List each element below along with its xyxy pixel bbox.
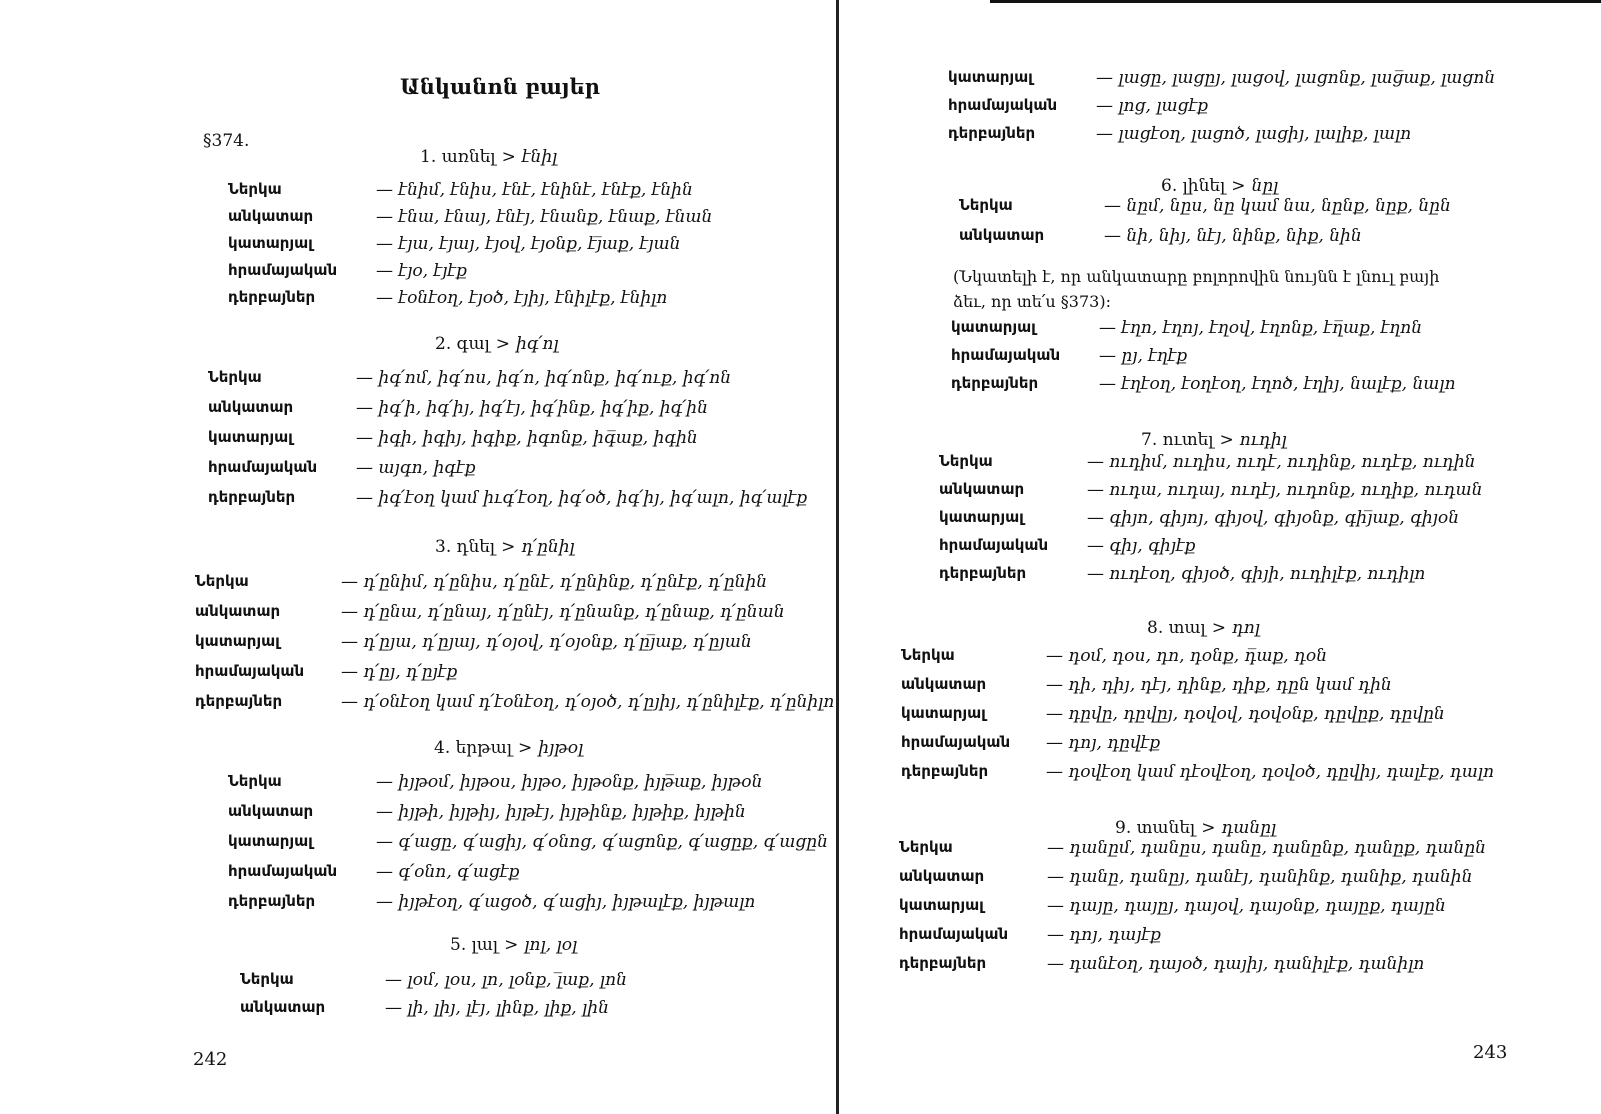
conjugation-forms: — դանը, դանըյ, դանէյ, դանինք, դանիք, դանին: [1047, 867, 1473, 887]
conjugation-forms: — իգի, իգիյ, իգիք, իգոնք, իգ̅աք, իգին: [356, 428, 698, 448]
tense-label: Ներկա: [899, 838, 953, 856]
book-spine: [836, 0, 839, 1114]
verb-infinitive: 4. երթալ: [434, 738, 512, 758]
conjugation-forms: — լացէօղ, լացոծ, լացիյ, լալիք, լալո: [1096, 124, 1412, 144]
conjugation-forms: — գ՛ացը, գ՛ացիյ, գ՛օնոց, գ՛ացոնք, գ՛ացըք, գ՛ացըն: [376, 832, 828, 852]
tense-label: հրամայական: [228, 261, 338, 279]
conjugation-forms: — նըմ, նըս, նը կամ նա, նընք, նըք, նըն: [1104, 196, 1451, 216]
tense-label: կատարյալ: [228, 832, 313, 850]
tense-label: հրամայական: [195, 662, 305, 680]
tense-label: դերբայներ: [899, 954, 987, 972]
verb-dialect-form: իյթօլ: [538, 738, 584, 758]
conjugation-forms: — նի, նիյ, նէյ, նինք, նիք, նին: [1104, 226, 1362, 246]
verb-dialect-form: դանըլ: [1221, 818, 1277, 838]
conjugation-forms: — դօվէօղ կամ դէօվէօղ, դօվօծ, դըվիյ, դալէք, դալո: [1046, 762, 1495, 782]
tense-label: անկատար: [228, 802, 314, 820]
verb-heading: [450, 935, 577, 955]
conjugation-forms: — դ՛ըյ, դ՛ըյէք: [341, 662, 458, 682]
arrow-symbol: >: [501, 537, 516, 557]
tense-label: անկատար: [899, 867, 985, 885]
conjugation-forms: — դօմ, դօս, դո, դօնք, դ̅աք, դօն: [1046, 646, 1328, 666]
conjugation-forms: — էնա, էնայ, էնէյ, էնանք, էնաք, էնան: [376, 207, 713, 227]
verb-heading: [1141, 430, 1287, 450]
conjugation-forms: — էյօ, էյէք: [376, 261, 467, 281]
tense-label: անկատար: [195, 602, 281, 620]
tense-label: կատարյալ: [899, 896, 984, 914]
tense-label: դերբայներ: [951, 374, 1039, 392]
tense-label: անկատար: [228, 207, 314, 225]
tense-label: դերբայներ: [228, 892, 316, 910]
tense-label: անկատար: [959, 226, 1045, 244]
verb-infinitive: 6. լինել: [1161, 176, 1226, 196]
verb-infinitive: 3. դնել: [435, 537, 496, 557]
verb-dialect-form: ուդիլ: [1239, 430, 1287, 450]
tense-label: անկատար: [901, 675, 987, 693]
conjugation-forms: — իգ՛ոմ, իգ՛ոս, իգ՛ո, իգ՛ոնք, իգ՛ուք, իգ՛ոն: [356, 368, 732, 388]
tense-label: դերբայներ: [195, 692, 283, 710]
conjugation-forms: — էղո, էղոյ, էղօվ, էղոնք, էղ̅աք, էղոն: [1099, 318, 1423, 338]
tense-label: Ներկա: [959, 196, 1013, 214]
conjugation-forms: — դայը, դայըյ, դայօվ, դայօնք, դայըք, դայըն: [1047, 896, 1446, 916]
verb-dialect-form: լոլ, լօլ: [524, 935, 578, 955]
conjugation-forms: — դանէօղ, դայօծ, դայիյ, դանիլէք, դանիլո: [1047, 954, 1425, 974]
conjugation-forms: — լացը, լացըյ, լացօվ, լացոնք, լաց̅աք, լացոն: [1096, 68, 1496, 88]
conjugation-forms: — գ՛օնո, գ՛ացէք: [376, 862, 520, 882]
conjugation-forms: — դ՛օնէօղ կամ դ՛էօնէօղ, դ՛օյօծ, դ՛ըյիյ, դ՛ընիլէք, դ՛ընիլո: [341, 692, 835, 712]
page-title: Անկանոն բայեր: [400, 74, 600, 99]
tense-label: կատարյալ: [195, 632, 280, 650]
verb-dialect-form: դոլ: [1232, 618, 1261, 638]
verb-infinitive: 7. ուտել: [1141, 430, 1214, 450]
conjugation-forms: — ուդա, ուդայ, ուդէյ, ուդոնք, ուդիք, ուդան: [1087, 480, 1483, 500]
page-number-right: 243: [1473, 1042, 1508, 1063]
conjugation-forms: — ուդիմ, ուդիս, ուդէ, ուդինք, ուդէք, ուդին: [1087, 452, 1476, 472]
verb-heading: [1161, 176, 1278, 196]
verb-heading: [420, 147, 557, 167]
conjugation-forms: — դ՛ընիմ, դ՛ընիս, դ՛ընէ, դ՛ընինք, դ՛ընէք, դ՛ընին: [341, 572, 768, 592]
arrow-symbol: >: [1211, 618, 1226, 638]
tense-label: դերբայներ: [208, 488, 296, 506]
conjugation-forms: — ուդէօղ, գիյօծ, գիյի, ուդիլէք, ուդիլո: [1087, 564, 1426, 584]
tense-label: կատարյալ: [948, 68, 1033, 86]
conjugation-forms: — դ՛ընա, դ՛ընայ, դ՛ընէյ, դ՛ընանք, դ՛ընաք, դ՛ընան: [341, 602, 785, 622]
tense-label: Ներկա: [240, 970, 294, 988]
conjugation-forms: — իգ՛էօղ կամ իւգ՛էօղ, իգ՛օծ, իգ՛իյ, իգ՛ալո, իգ՛ալէք: [356, 488, 808, 508]
arrow-symbol: >: [501, 147, 516, 167]
paragraph-number: §374.: [203, 131, 250, 151]
verb-infinitive: 1. առնել: [420, 147, 496, 167]
verb-heading: [1147, 618, 1260, 638]
verb-dialect-form: էնիլ: [521, 147, 558, 167]
conjugation-forms: — լի, լիյ, լէյ, լինք, լիք, լին: [385, 998, 609, 1018]
conjugation-forms: — իյթէօղ, գ՛ացօծ, գ՛ացիյ, իյթալէք, իյթալո: [376, 892, 756, 912]
tense-label: հրամայական: [939, 536, 1049, 554]
conjugation-forms: — իգ՛ի, իգ՛իյ, իգ՛էյ, իգ՛ինք, իգ՛իք, իգ՛ին: [356, 398, 708, 418]
conjugation-forms: — էյա, էյայ, էյօվ, էյօնք, էյ̅աք, էյան: [376, 234, 681, 254]
tense-label: Ներկա: [228, 772, 282, 790]
tense-label: կատարյալ: [939, 508, 1024, 526]
conjugation-forms: — էնիմ, էնիս, էնէ, էնինէ, էնէք, էնին: [376, 180, 693, 200]
tense-label: Ներկա: [195, 572, 249, 590]
verb-heading: [435, 537, 575, 557]
conjugation-forms: — էղէօղ, էօղէօղ, էղոծ, էղիյ, նալէք, նալո: [1099, 374, 1456, 394]
tense-label: դերբայներ: [948, 124, 1036, 142]
conjugation-forms: — ըյ, էղէք: [1099, 346, 1188, 366]
note-paragraph: (Նկատելի է, որ անկատարը բոլորովին նույնն է լնուլ բայի ձեւ, որ տե՛ս §373):: [953, 267, 1440, 311]
conjugation-forms: — դոյ, դայէք: [1047, 925, 1161, 945]
right-page: [843, 0, 1601, 1114]
tense-label: կատարյալ: [228, 234, 313, 252]
verb-heading: [1115, 818, 1276, 838]
arrow-symbol: >: [504, 935, 519, 955]
tense-label: Ներկա: [901, 646, 955, 664]
conjugation-forms: — լօմ, լօս, լո, լօնք, լ̅աք, լոն: [385, 970, 627, 990]
conjugation-forms: — դոյ, դըվէք: [1046, 733, 1161, 753]
tense-label: դերբայներ: [901, 762, 989, 780]
verb-infinitive: 2. գալ: [435, 334, 490, 354]
verb-infinitive: 9. տանել: [1115, 818, 1196, 838]
verb-dialect-form: իգ՛ոլ: [516, 334, 559, 354]
arrow-symbol: >: [495, 334, 511, 354]
tense-label: հրամայական: [899, 925, 1009, 943]
verb-dialect-form: դ՛ընիլ: [521, 537, 575, 557]
verb-infinitive: 5. լալ: [450, 935, 499, 955]
tense-label: կատարյալ: [951, 318, 1036, 336]
tense-label: անկատար: [939, 480, 1025, 498]
tense-label: հրամայական: [901, 733, 1011, 751]
verb-heading: [434, 738, 583, 758]
conjugation-forms: — իյթի, իյթիյ, իյթէյ, իյթինք, իյթիք, իյթին: [376, 802, 746, 822]
tense-label: Ներկա: [228, 180, 282, 198]
verb-heading: [435, 334, 559, 354]
tense-label: հրամայական: [208, 458, 318, 476]
verb-infinitive: 8. տալ: [1147, 618, 1206, 638]
conjugation-forms: — դ՛ըյա, դ՛ըյայ, դ՛օյօվ, դ՛օյօնք, դ՛ըյ̅աք, դ՛ըյան: [341, 632, 752, 652]
arrow-symbol: >: [518, 738, 533, 758]
conjugation-forms: — իյթօմ, իյթօս, իյթօ, իյթօնք, իյթ̅աք, իյթօն: [376, 772, 763, 792]
page-number-left: 242: [193, 1049, 228, 1070]
conjugation-forms: — այգո, իգէք: [356, 458, 476, 478]
tense-label: անկատար: [208, 398, 294, 416]
arrow-symbol: >: [1219, 430, 1234, 450]
tense-label: անկատար: [240, 998, 326, 1016]
arrow-symbol: >: [1231, 176, 1246, 196]
tense-label: դերբայներ: [228, 288, 316, 306]
tense-label: դերբայներ: [939, 564, 1027, 582]
tense-label: հրամայական: [948, 96, 1058, 114]
conjugation-forms: — էօնէօղ, էյօծ, էյիյ, էնիլէք, էնիլո: [376, 288, 668, 308]
conjugation-forms: — դանըմ, դանըս, դանը, դանընք, դանըք, դանըն: [1047, 838, 1486, 858]
tense-label: հրամայական: [228, 862, 338, 880]
conjugation-forms: — դի, դիյ, դէյ, դինք, դիք, դըն կամ դին: [1046, 675, 1392, 695]
conjugation-forms: — գիյ, գիյէք: [1087, 536, 1196, 556]
tense-label: հրամայական: [951, 346, 1061, 364]
conjugation-forms: — գիյո, գիյոյ, գիյօվ, գիյօնք, գիյ̅աք, գիյօն: [1087, 508, 1460, 528]
verb-dialect-form: նըլ: [1251, 176, 1279, 196]
tense-label: Ներկա: [208, 368, 262, 386]
arrow-symbol: >: [1201, 818, 1216, 838]
conjugation-forms: — լոց, լացէք: [1096, 96, 1209, 116]
tense-label: կատարյալ: [208, 428, 293, 446]
tense-label: Ներկա: [939, 452, 993, 470]
tense-label: կատարյալ: [901, 704, 986, 722]
conjugation-forms: — դըվը, դըվըյ, դօվօվ, դօվօնք, դըվըք, դըվըն: [1046, 704, 1445, 724]
